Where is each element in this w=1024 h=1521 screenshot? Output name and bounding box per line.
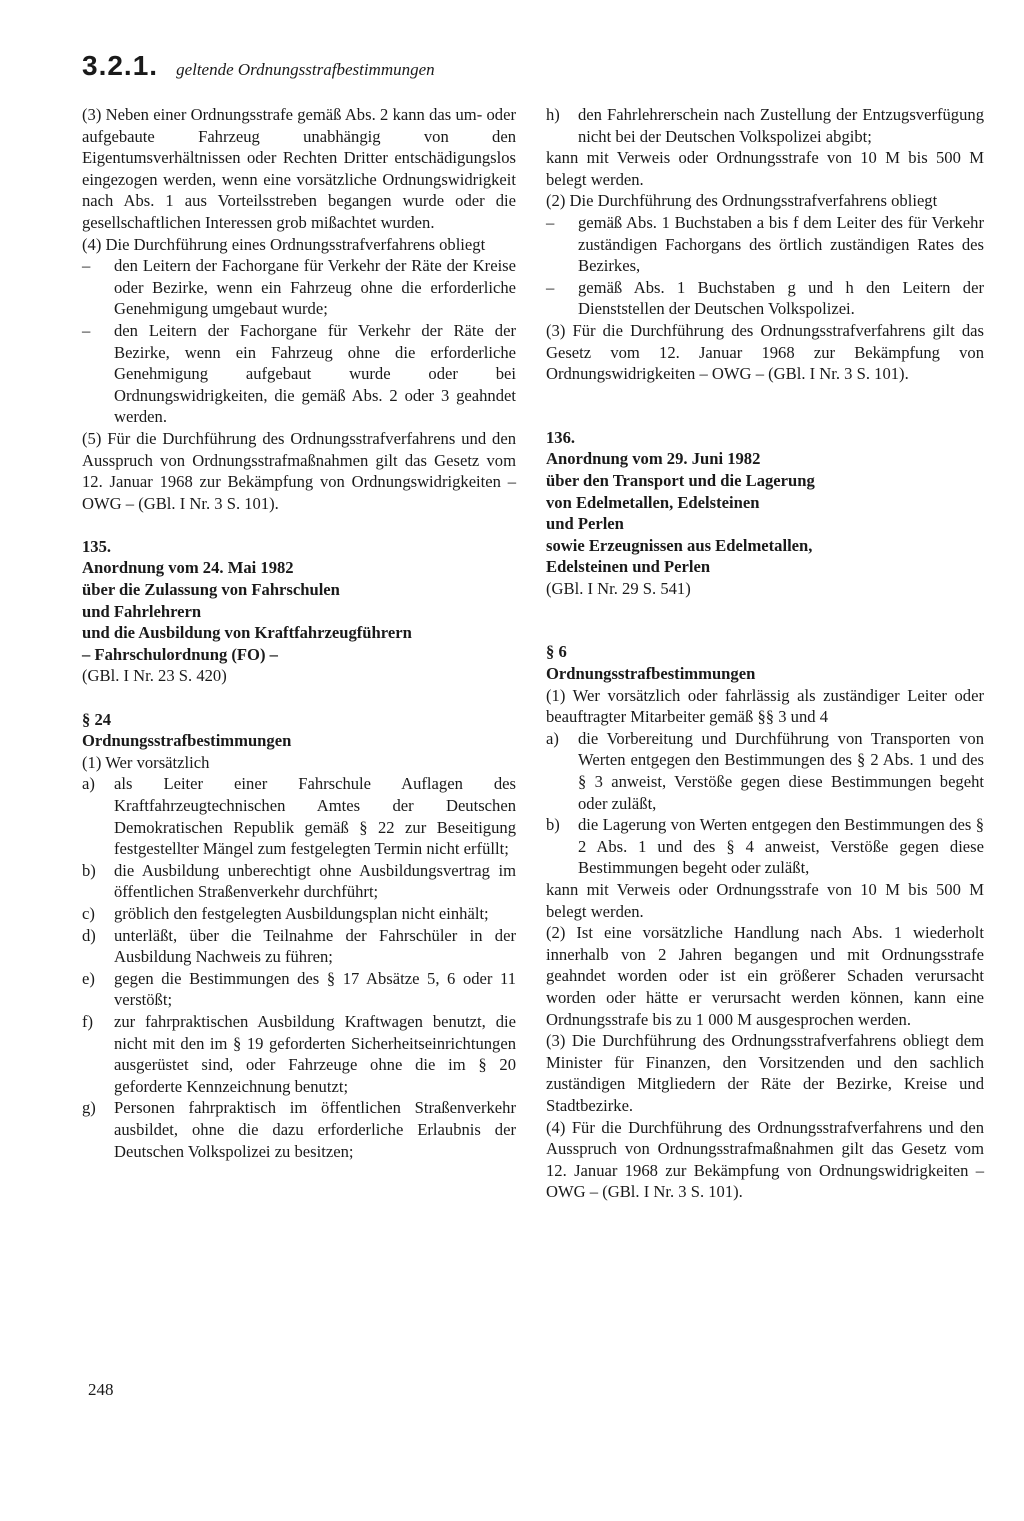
doc-title-line: und die Ausbildung von Kraftfahrzeugführern: [82, 623, 412, 643]
list-item: [82, 320, 516, 428]
list-text: Personen fahrpraktisch im öffentlichen Straßenverkehr ausbildet, ohne die dazu erforderliche Erlaubnis der Deutschen Volkspolizei zu besitzen;: [114, 1098, 516, 1161]
doc-title-line: über die Zulassung von Fahrschulen: [82, 580, 340, 600]
paragraph-3: (3) Die Durchführung des Ordnungsstrafverfahrens obliegt dem Minister für Finanzen, den Vorsitzenden und den sachlich zuständigen Mitgliedern der Räte der Bezirke, Kreise und Stadtbezirke.: [546, 1031, 984, 1115]
list-text: den Fahrlehrerschein nach Zustellung der Entzugsverfügung nicht bei der Deutschen Volkspolizei abgibt;: [578, 105, 984, 146]
list-marker: d): [82, 925, 96, 945]
list-item: [546, 728, 984, 814]
doc-title-line: Edelsteinen und Perlen: [546, 557, 711, 577]
section-heading: Ordnungsstrafbestimmungen: [546, 664, 756, 684]
list-item: [82, 773, 516, 859]
penalty-text: kann mit Verweis oder Ordnungsstrafe von 10 M bis 500 M belegt werden.: [546, 880, 984, 921]
section-number: 3.2.1.: [82, 50, 159, 81]
list-text: gemäß Abs. 1 Buchstaben g und h den Leitern der Dienststellen der Deutschen Volkspolizei.: [578, 277, 984, 319]
list-marker: –: [82, 256, 91, 276]
doc-title-line: Anordnung vom 24. Mai 1982: [82, 558, 294, 578]
list-text: gröblich den festgelegten Ausbildungsplan nicht einhält;: [114, 903, 489, 923]
intro-text: (1) Wer vorsätzlich: [82, 752, 210, 772]
list-item: [82, 1097, 516, 1162]
list-marker: g): [82, 1098, 96, 1118]
list-item: [82, 968, 516, 1011]
list-marker: h): [546, 105, 560, 124]
list-marker: –: [546, 277, 555, 297]
list-item: [546, 104, 984, 147]
list-item: [546, 814, 984, 879]
paragraph-3: (3) Neben einer Ordnungsstrafe gemäß Abs. 2 kann das um- oder aufgebaute Fahrzeug unabhängig von den Eigentumsverhältnissen oder Rechten Dritter entschädigungslos eingezogen werden, wenn eine vorsätzliche Ordnungswidrigkeit nach Abs. 1 aus Vorteilsstreben begangen wurde oder die gesellschaftlichen Interessen grob mißachtet wurden.: [82, 105, 516, 232]
list-text: unterläßt, über die Teilnahme der Fahrschüler in der Ausbildung Nachweis zu führen;: [114, 925, 516, 967]
list-item: [82, 860, 516, 903]
paragraph-sign: § 6: [546, 642, 567, 662]
paragraph-3: (3) Für die Durchführung des Ordnungsstrafverfahrens gilt das Gesetz vom 12. Januar 1968 zur Bekämpfung von Ordnungswidrigkeiten – OWG – (GBl. I Nr. 3 S. 101).: [546, 320, 984, 384]
doc-number: 136.: [546, 427, 576, 447]
list-item: [546, 277, 984, 320]
running-header: [82, 50, 435, 82]
list-item: [82, 255, 516, 320]
list-marker: b): [546, 815, 560, 835]
paragraph-sign: § 24: [82, 709, 112, 729]
doc-title-line: von Edelmetallen, Edelsteinen: [546, 492, 760, 512]
list-text: die Vorbereitung und Durchführung von Transporten von Werten entgegen den Bestimmungen des § 2 Abs. 1 und des § 3 anweist, Verstöße gegen diese Bestimmungen begeht oder zuläßt,: [578, 728, 984, 813]
list-text: den Leitern der Fachorgane für Verkehr der Räte der Kreise oder Bezirke, wenn ein Fahrzeug ohne die erforderliche Genehmigung umgebaut wurde;: [114, 256, 516, 319]
doc-title-line: und Perlen: [546, 514, 624, 534]
list-marker: a): [82, 774, 95, 794]
paragraph-2: (2) Ist eine vorsätzliche Handlung nach Abs. 1 wiederholt innerhalb von 2 Jahren begangen und mit Ordnungsstrafe geahndet worden oder ist ein größerer Schaden verursacht worden oder hätte er verursacht werden können, kann eine Ordnungsstrafe bis zu 1 000 M ausgesprochen werden.: [546, 923, 984, 1029]
list-item: [82, 903, 516, 925]
section-heading: Ordnungsstrafbestimmungen: [82, 731, 292, 751]
list-marker: b): [82, 860, 96, 880]
paragraph-2: (2) Die Durchführung des Ordnungsstrafverfahrens obliegt: [546, 191, 938, 211]
right-column: [546, 104, 984, 1203]
doc-source: (GBl. I Nr. 29 S. 541): [546, 578, 691, 598]
list-marker: –: [82, 320, 91, 340]
list-marker: e): [82, 968, 95, 988]
list-marker: f): [82, 1011, 94, 1031]
list-item: [82, 925, 516, 968]
list-item: [82, 1011, 516, 1097]
doc-title-line: und Fahrlehrern: [82, 601, 202, 621]
page-number: 248: [88, 1380, 114, 1399]
section-title: geltende Ordnungsstrafbestimmungen: [176, 60, 435, 79]
doc-title-line: über den Transport und die Lagerung: [546, 470, 815, 490]
list-text: gegen die Bestimmungen des § 17 Absätze 5, 6 oder 11 verstößt;: [114, 968, 516, 1010]
list-text: die Lagerung von Werten entgegen den Bestimmungen des § 2 Abs. 1 und des § 4 anweist, Verstöße gegen diese Bestimmungen begeht oder zuläßt,: [578, 815, 984, 878]
doc-number: 135.: [82, 536, 112, 556]
left-column: [82, 104, 516, 1162]
list-text: gemäß Abs. 1 Buchstaben a bis f dem Leiter des für Verkehr zuständigen Fachorgans des örtlich zuständigen Rates des Bezirkes,: [578, 212, 984, 276]
list-text: den Leitern der Fachorgane für Verkehr der Räte der Bezirke, wenn ein Fahrzeug ohne die erforderliche Genehmigung aufgebaut wurde oder bei Ordnungswidrigkeiten, die gemäß Abs. 2 oder 3 geahndet werden.: [114, 320, 516, 427]
list-text: als Leiter einer Fahrschule Auflagen des Kraftfahrzeugtechnischen Amtes der Deutschen Demokratischen Republik gemäß § 22 zur Beseitigung festgestellter Mängel zum festgelegten Termin nicht erfüllt;: [114, 774, 516, 859]
doc-title-line: sowie Erzeugnissen aus Edelmetallen,: [546, 535, 813, 555]
doc-source: (GBl. I Nr. 23 S. 420): [82, 666, 227, 686]
doc-title-line: Anordnung vom 29. Juni 1982: [546, 449, 761, 469]
list-marker: –: [546, 212, 555, 232]
penalty-text: kann mit Verweis oder Ordnungsstrafe von 10 M bis 500 M belegt werden.: [546, 148, 984, 189]
list-text: die Ausbildung unberechtigt ohne Ausbildungsvertrag im öffentlichen Straßenverkehr durchführt;: [114, 860, 516, 902]
paragraph-1: (1) Wer vorsätzlich oder fahrlässig als zuständiger Leiter oder beauftragter Mitarbeiter gemäß §§ 3 und 4: [546, 685, 984, 727]
list-marker: c): [82, 903, 95, 923]
paragraph-4: (4) Für die Durchführung des Ordnungsstrafverfahrens und den Ausspruch von Ordnungsstrafmaßnahmen gilt das Gesetz vom 12. Januar 1968 zur Bekämpfung von Ordnungswidrigkeiten – OWG – (GBl. I Nr. 3 S. 101).: [546, 1117, 984, 1202]
list-text: zur fahrpraktischen Ausbildung Kraftwagen benutzt, die nicht mit den im § 19 geforderten Sicherheitseinrichtungen ausgerüstet sind, oder Fahrzeuge ohne die im § 20 geforderte Kennzeichnung benutzt;: [114, 1011, 516, 1096]
doc-title-line: – Fahrschulordnung (FO) –: [82, 644, 278, 664]
paragraph-4: (4) Die Durchführung eines Ordnungsstrafverfahrens obliegt: [82, 234, 486, 254]
list-marker: a): [546, 728, 559, 748]
list-item: [546, 212, 984, 277]
paragraph-5: (5) Für die Durchführung des Ordnungsstrafverfahrens und den Ausspruch von Ordnungsstrafmaßnahmen gilt das Gesetz vom 12. Januar 1968 zur Bekämpfung von Ordnungswidrigkeiten – OWG – (GBl. I Nr. 3 S. 101).: [82, 428, 516, 513]
